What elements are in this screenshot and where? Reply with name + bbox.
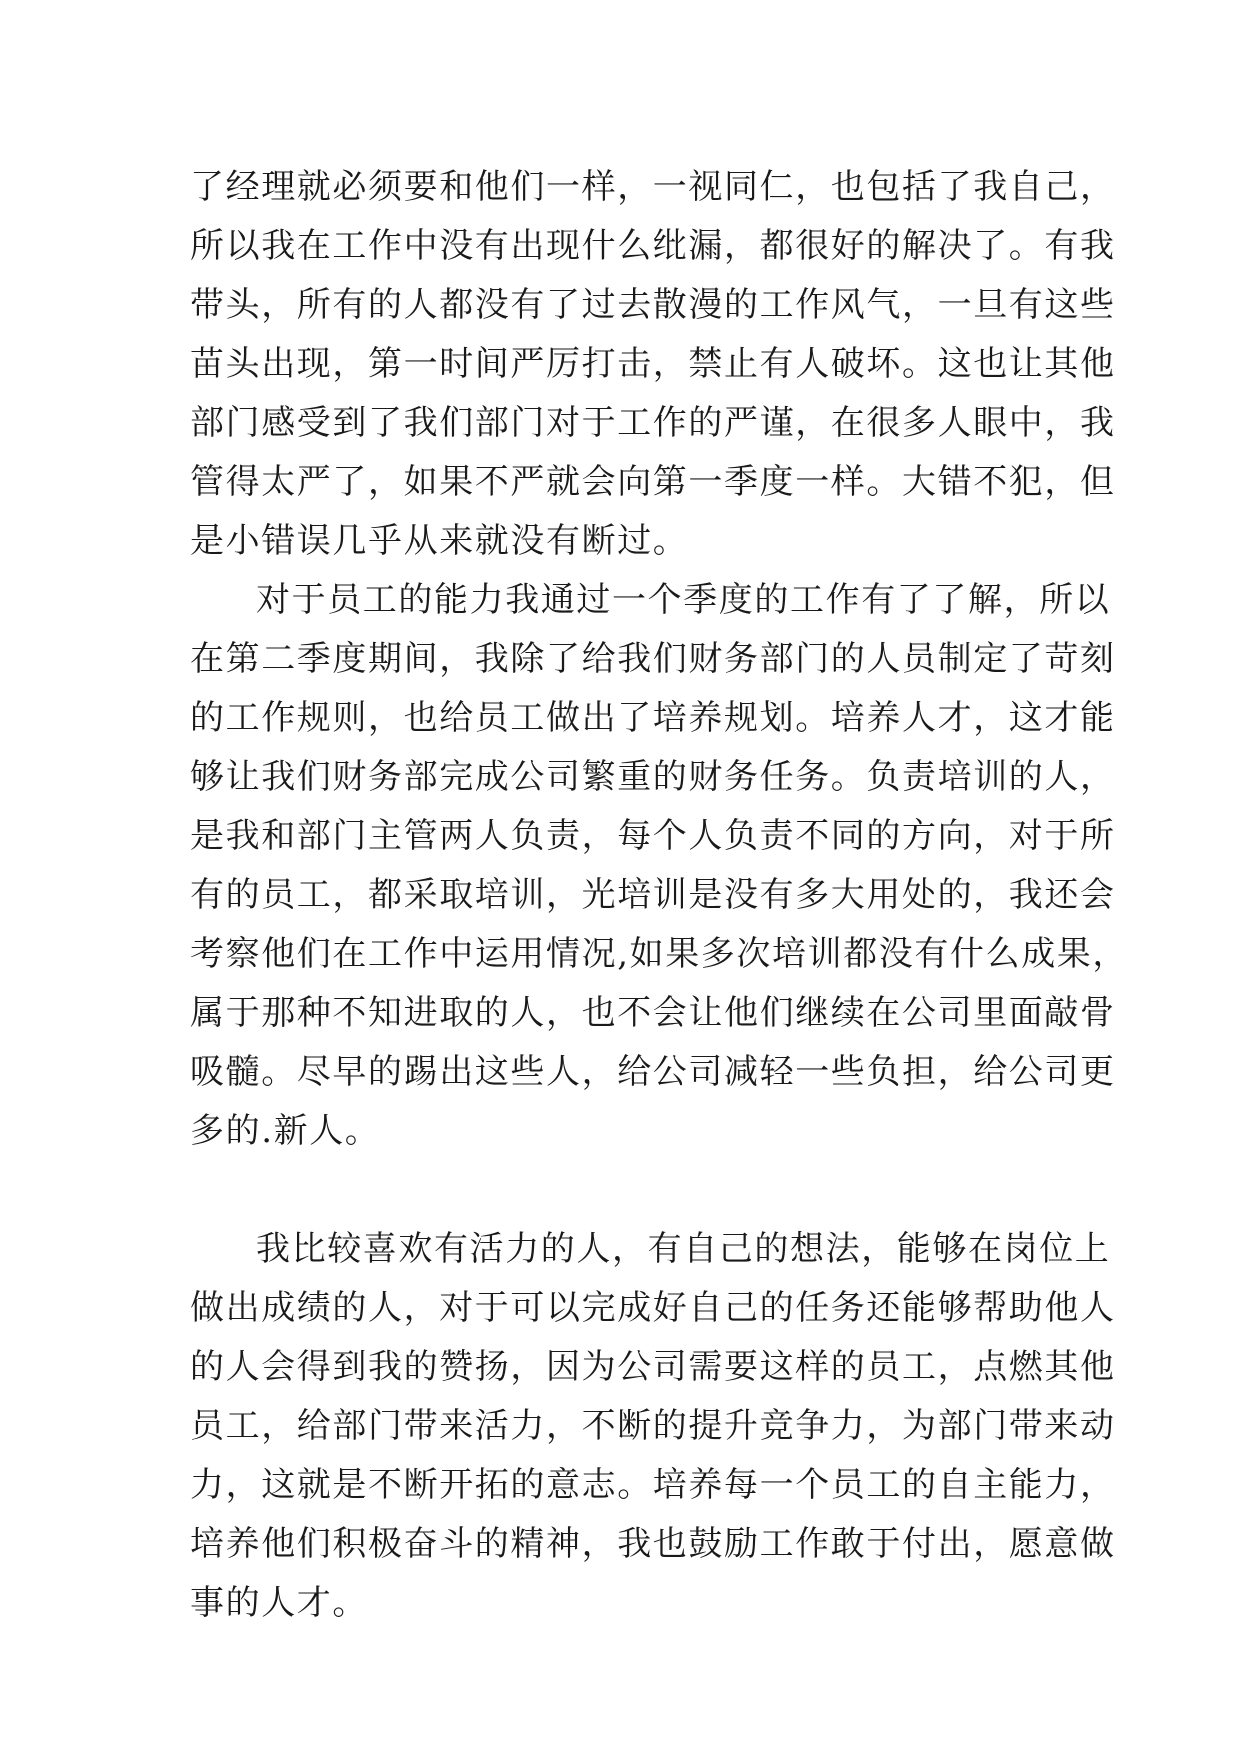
text-line: 多的.新人。 bbox=[190, 1111, 381, 1151]
paragraph-1 bbox=[190, 158, 1116, 571]
text-line: 培养他们积极奋斗的精神，我也鼓励工作敢于付出，愿意做 bbox=[190, 1524, 1116, 1564]
text-line: 了经理就必须要和他们一样，一视同仁，也包括了我自己， bbox=[190, 167, 1116, 207]
paragraph-2 bbox=[190, 571, 1129, 1220]
text-line: 够让我们财务部完成公司繁重的财务任务。负责培训的人， bbox=[190, 757, 1116, 797]
text-line: 是小错误几乎从来就没有断过。 bbox=[190, 521, 689, 561]
text-line: 力，这就是不断开拓的意志。培养每一个员工的自主能力， bbox=[190, 1465, 1116, 1505]
text-line: 带头，所有的人都没有了过去散漫的工作风气，一旦有这些 bbox=[190, 285, 1116, 325]
text-line: 做出成绩的人，对于可以完成好自己的任务还能够帮助他人 bbox=[190, 1288, 1116, 1328]
text-line: 部门感受到了我们部门对于工作的严谨，在很多人眼中，我 bbox=[190, 403, 1116, 443]
text-line: 吸髓。尽早的踢出这些人，给公司减轻一些负担，给公司更 bbox=[190, 1052, 1116, 1092]
text-line: 事的人才。 bbox=[190, 1583, 368, 1623]
text-line: 有的员工，都采取培训，光培训是没有多大用处的，我还会 bbox=[190, 875, 1116, 915]
text-line: 的工作规则，也给员工做出了培养规划。培养人才，这才能 bbox=[190, 698, 1116, 738]
text-line: 考察他们在工作中运用情况,如果多次培训都没有什么成果， bbox=[190, 934, 1129, 974]
text-line: 我比较喜欢有活力的人，有自己的想法，能够在岗位上 bbox=[256, 1229, 1111, 1269]
paragraph-3 bbox=[190, 1220, 1116, 1633]
text-line: 对于员工的能力我通过一个季度的工作有了了解，所以 bbox=[256, 580, 1111, 620]
document-body bbox=[190, 158, 1129, 1633]
text-line: 属于那种不知进取的人，也不会让他们继续在公司里面敲骨 bbox=[190, 993, 1116, 1033]
text-line bbox=[190, 1161, 1070, 1220]
text-line: 的人会得到我的赞扬，因为公司需要这样的员工，点燃其他 bbox=[190, 1347, 1116, 1387]
text-line: 所以我在工作中没有出现什么纰漏，都很好的解决了。有我 bbox=[190, 226, 1116, 266]
text-line: 是我和部门主管两人负责，每个人负责不同的方向，对于所 bbox=[190, 816, 1116, 856]
text-line: 在第二季度期间，我除了给我们财务部门的人员制定了苛刻 bbox=[190, 639, 1116, 679]
text-line: 员工，给部门带来活力，不断的提升竞争力，为部门带来动 bbox=[190, 1406, 1116, 1446]
text-line: 管得太严了，如果不严就会向第一季度一样。大错不犯，但 bbox=[190, 462, 1116, 502]
text-line: 苗头出现，第一时间严厉打击，禁止有人破坏。这也让其他 bbox=[190, 344, 1116, 384]
